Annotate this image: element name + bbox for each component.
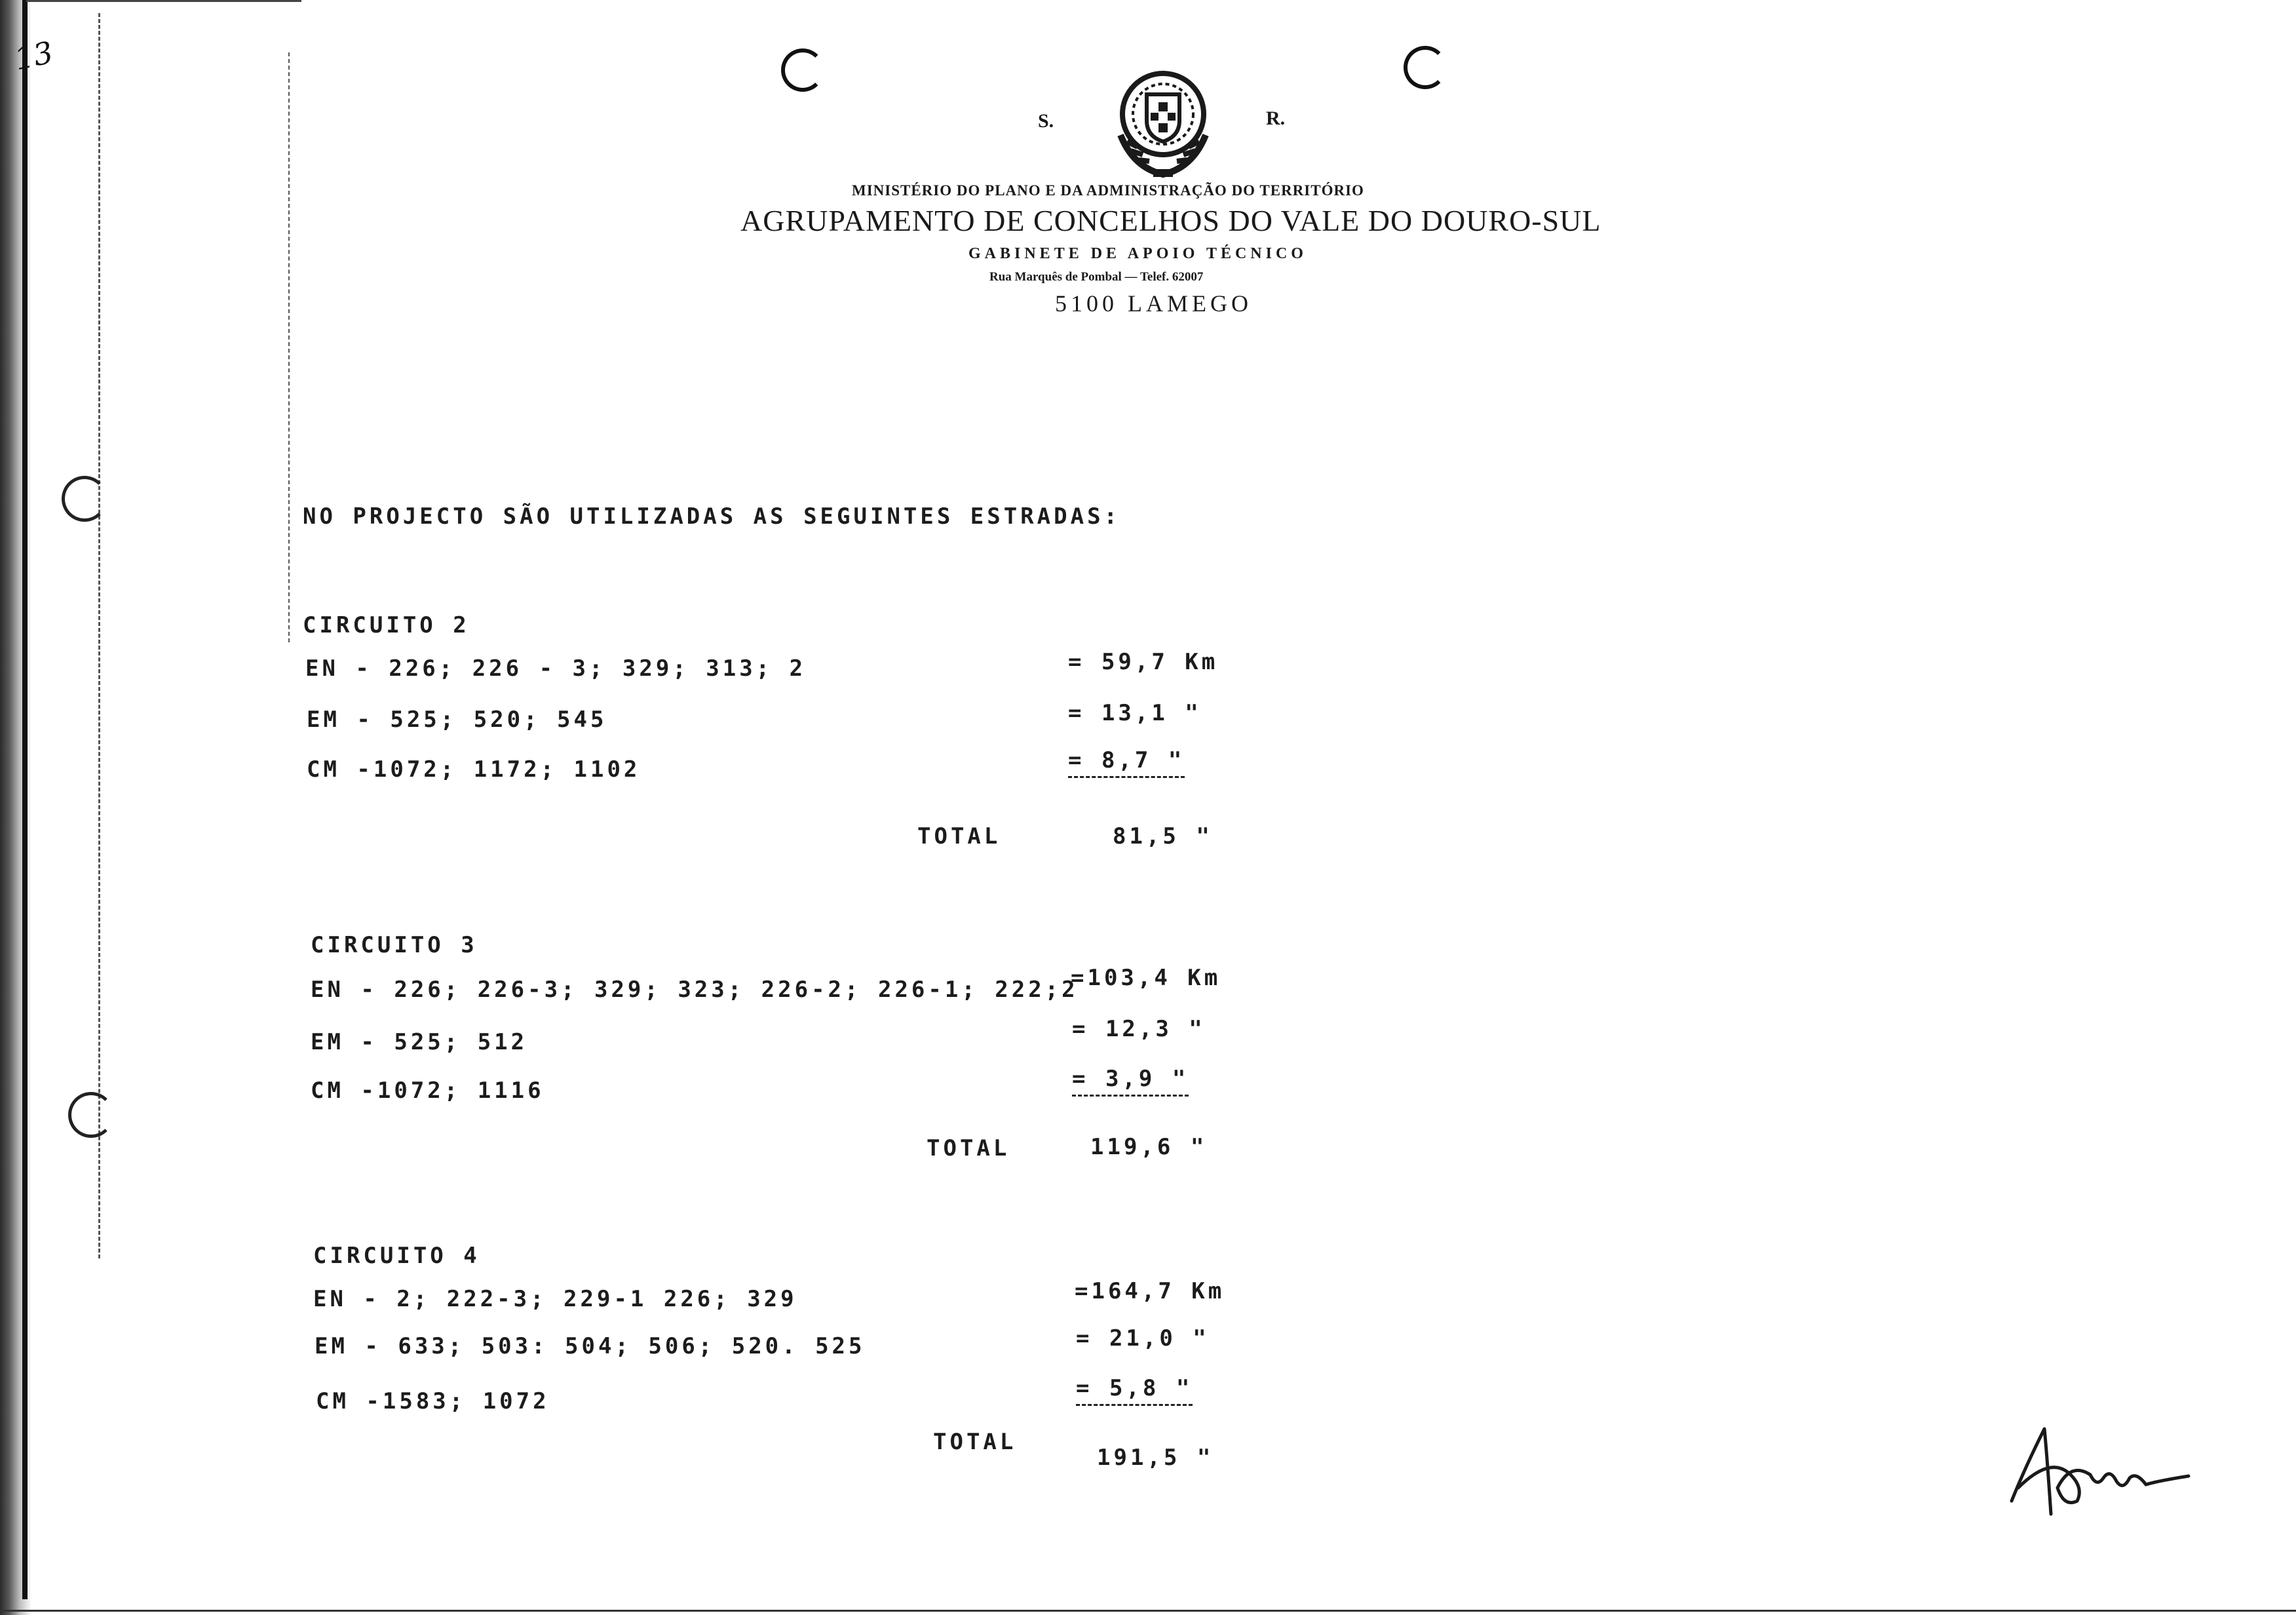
road-list: EM - 525; 512 — [311, 1029, 528, 1055]
road-length: = 5,8 " — [1076, 1375, 1193, 1406]
road-length: = 12,3 " — [1072, 1016, 1206, 1042]
road-length: = 3,9 " — [1072, 1066, 1189, 1097]
handwritten-signature — [2005, 1416, 2202, 1527]
margin-dashed-line — [288, 52, 290, 642]
intro-line: NO PROJECTO SÃO UTILIZADAS AS SEGUINTES ESTRADAS: — [303, 503, 1121, 530]
punch-hole-mark — [1404, 46, 1447, 89]
total-value: 81,5 " — [1113, 823, 1213, 849]
seal-letter-left: S. — [1038, 110, 1054, 132]
punch-hole-mark — [781, 49, 824, 92]
road-list: CM -1072; 1116 — [311, 1078, 545, 1104]
scan-edge-line — [22, 0, 28, 1599]
total-label: TOTAL — [917, 823, 1001, 849]
page-number: 13 — [11, 34, 56, 77]
total-label: TOTAL — [933, 1429, 1017, 1455]
office-name: GABINETE DE APOIO TÉCNICO — [968, 245, 1307, 262]
seal-letter-right: R. — [1266, 107, 1286, 129]
coat-of-arms-seal — [1107, 63, 1219, 180]
road-length: = 59,7 Km — [1068, 649, 1219, 675]
circuit-title: CIRCUITO 4 — [313, 1243, 480, 1269]
road-length: =103,4 Km — [1071, 965, 1221, 991]
office-city: 5100 LAMEGO — [1055, 290, 1252, 317]
road-list: EN - 2; 222-3; 229-1 226; 329 — [313, 1286, 797, 1312]
road-length: = 21,0 " — [1076, 1325, 1210, 1352]
office-address: Rua Marquês de Pombal — Telef. 62007 — [989, 270, 1204, 284]
circuit-title: CIRCUITO 3 — [311, 932, 478, 958]
margin-dashed-line — [98, 13, 100, 1258]
road-list: EM - 525; 520; 545 — [307, 707, 607, 733]
scan-top-rule — [26, 0, 301, 2]
circuit-title: CIRCUITO 2 — [303, 612, 470, 638]
road-length: =164,7 Km — [1075, 1278, 1225, 1304]
road-length: = 8,7 " — [1068, 747, 1185, 778]
punch-hole-mark — [62, 476, 107, 522]
ministry-name: MINISTÉRIO DO PLANO E DA ADMINISTRAÇÃO DO TERRITÓRIO — [852, 182, 1364, 199]
road-list: EN - 226; 226 - 3; 329; 313; 2 — [305, 655, 807, 682]
total-label: TOTAL — [927, 1135, 1010, 1161]
total-value: 191,5 " — [1097, 1445, 1214, 1471]
total-value: 119,6 " — [1090, 1134, 1208, 1160]
road-list: EN - 226; 226-3; 329; 323; 226-2; 226-1; 222;2 — [311, 977, 1079, 1003]
road-list: CM -1072; 1172; 1102 — [307, 756, 641, 783]
scan-bottom-rule — [0, 1610, 2296, 1612]
road-length: = 13,1 " — [1068, 700, 1202, 726]
punch-hole-mark — [68, 1092, 114, 1138]
road-list: EM - 633; 503: 504; 506; 520. 525 — [315, 1333, 866, 1359]
road-list: CM -1583; 1072 — [316, 1388, 550, 1414]
organization-name: AGRUPAMENTO DE CONCELHOS DO VALE DO DOURO-SUL — [740, 204, 1601, 237]
